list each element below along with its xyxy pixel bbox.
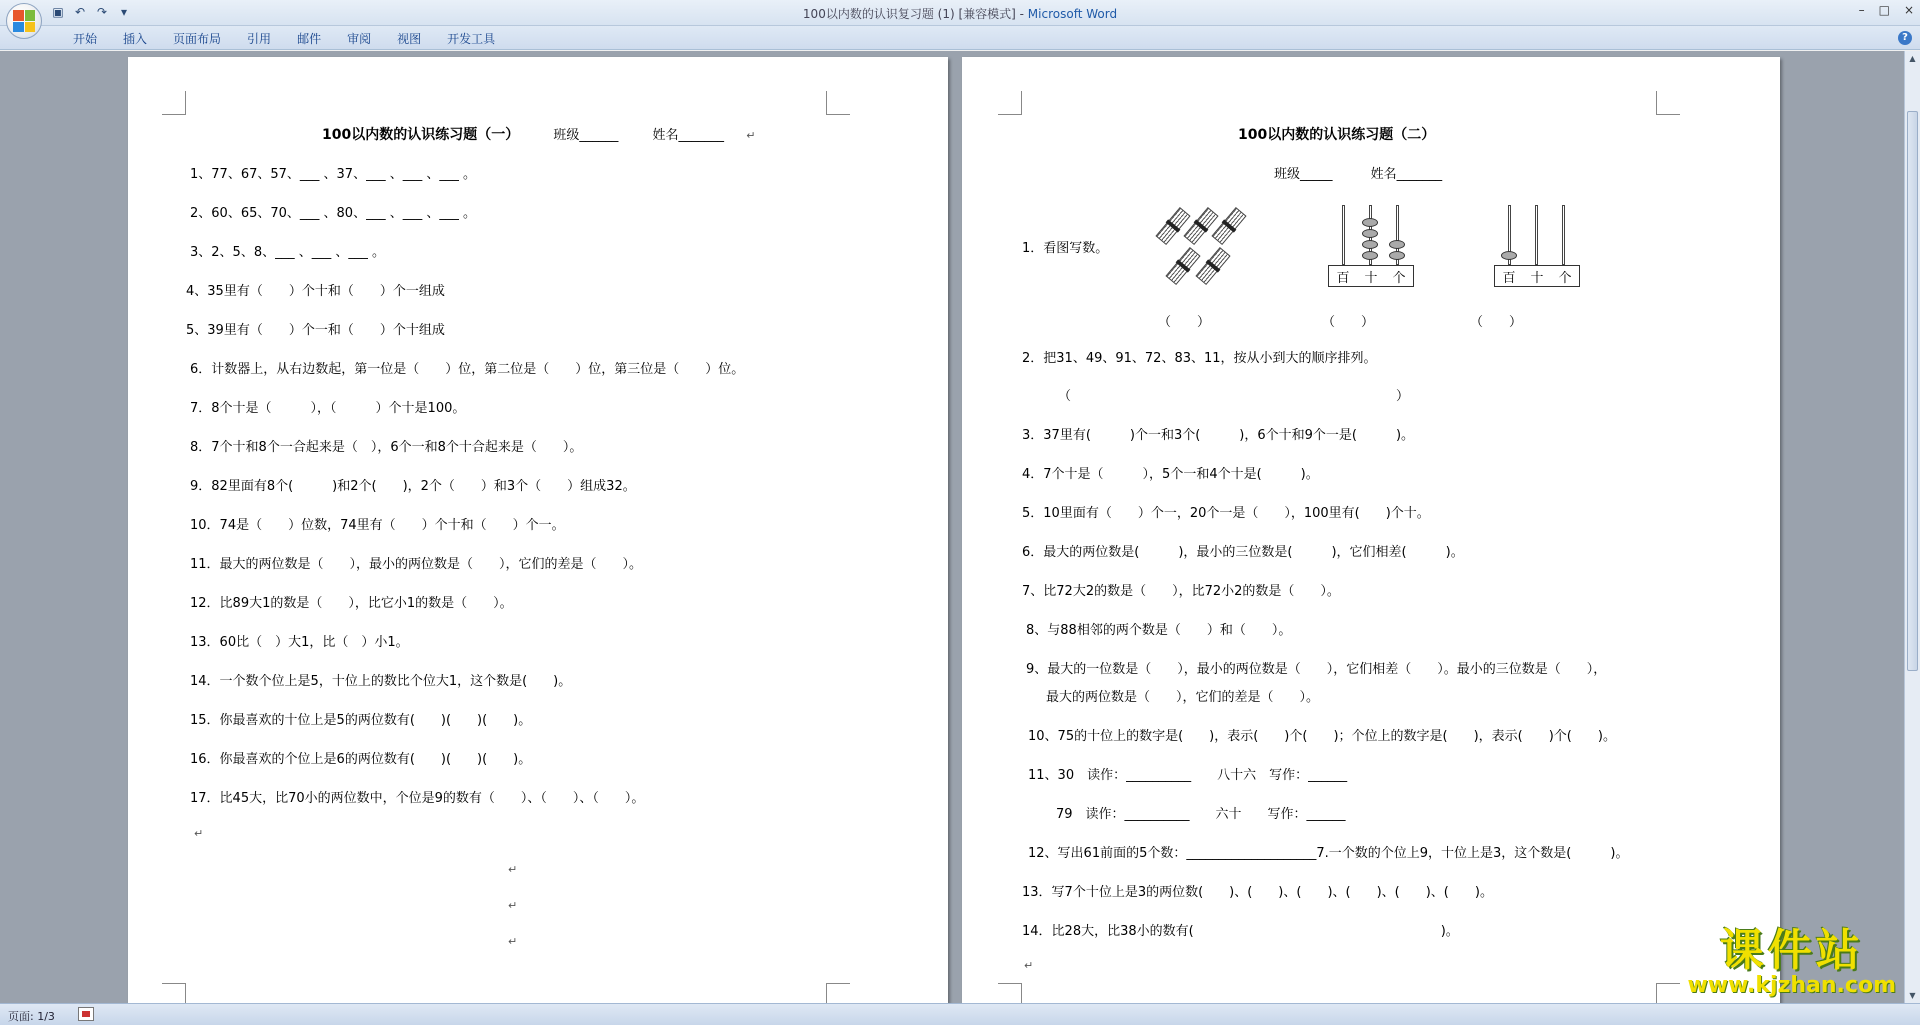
stick-bundle <box>1211 207 1246 245</box>
stick-bundle <box>1183 207 1218 245</box>
question: 13．写7个十位上是3的两位数( )、( )、( )、( )、( )、( )。 <box>1022 885 1493 900</box>
name-field[interactable]: 姓名_______ <box>652 128 725 143</box>
paragraph-mark: ↵ <box>508 899 518 912</box>
abacus-label: 个 <box>1392 270 1406 286</box>
paragraph-mark: ↵ <box>746 129 756 142</box>
title-bar <box>0 0 1920 26</box>
paragraph-mark: ↵ <box>508 935 518 948</box>
proofing-icon[interactable] <box>78 1007 94 1021</box>
page-count[interactable]: 页面: 1/3 <box>8 1010 55 1023</box>
page-2 <box>962 57 1780 1003</box>
close-button[interactable]: × <box>1903 3 1914 17</box>
office-button[interactable] <box>6 3 42 39</box>
abacus-label: 百 <box>1336 270 1350 286</box>
abacus-rod <box>1562 205 1565 265</box>
answer-blank[interactable]: （ ） <box>1158 315 1211 330</box>
window-title: 100以内数的认识复习题 (1) [兼容模式] - Microsoft Word <box>802 7 1118 21</box>
crop-mark <box>998 983 1022 1003</box>
abacus-image <box>1328 201 1414 287</box>
question: 3、2、5、8、___ 、___ 、___ 。 <box>190 245 385 260</box>
abacus-bead <box>1362 229 1378 238</box>
question: 14．一个数个位上是5，十位上的数比个位大1，这个数是( )。 <box>190 674 572 689</box>
answer-blank[interactable]: （ ） <box>1470 315 1523 330</box>
worksheet-header <box>322 124 755 144</box>
abacus-rod <box>1342 205 1345 265</box>
crop-mark <box>1656 91 1680 115</box>
question: 16．你最喜欢的个位上是6的两位数有( )( )( )。 <box>190 752 532 767</box>
watermark-url: www.kjzhan.com <box>1687 973 1896 998</box>
question: 6．计数器上，从右边数起，第一位是（ ）位，第二位是（ ）位，第三位是（ ）位。 <box>190 362 745 377</box>
vertical-scrollbar[interactable] <box>1904 51 1920 1003</box>
abacus-label: 十 <box>1530 270 1544 286</box>
question: 3．37里有( )个一和3个( )，6个十和9个一是( )。 <box>1022 428 1415 443</box>
abacus-label: 个 <box>1558 270 1572 286</box>
abacus-bead <box>1501 251 1517 260</box>
question: 15．你最喜欢的十位上是5的两位数有( )( )( )。 <box>190 713 532 728</box>
question: 2．把31、49、91、72、83、11，按从小到大的顺序排列。 <box>1022 351 1377 366</box>
crop-mark <box>998 91 1022 115</box>
abacus-base <box>1328 265 1414 287</box>
question: 2、60、65、70、___ 、80、___ 、___ 、___ 。 <box>190 206 476 221</box>
question: 7、比72大2的数是（ ），比72小2的数是（ ）。 <box>1022 584 1340 599</box>
question: 9、最大的一位数是（ ），最小的两位数是（ ），它们相差（ ）。最小的三位数是（ ）， <box>1026 662 1607 677</box>
crop-mark <box>826 91 850 115</box>
question: 5、39里有（ ）个一和（ ）个十组成 <box>186 323 445 338</box>
question: 1、77、67、57、___ 、37、___ 、___ 、___ 。 <box>190 167 476 182</box>
crop-mark <box>162 983 186 1003</box>
abacus-bead <box>1362 251 1378 260</box>
qat-menu-icon[interactable]: ▾ <box>120 5 128 19</box>
crop-mark <box>826 983 850 1003</box>
stick-bundle <box>1165 247 1200 285</box>
app-name: Microsoft Word <box>1027 7 1118 21</box>
abacus-base <box>1494 265 1580 287</box>
name-field[interactable]: 姓名_______ <box>1370 167 1443 182</box>
question: 11、30 读作：__________ 八十六 写作：______ <box>1028 768 1348 783</box>
abacus-image <box>1494 201 1580 287</box>
tab-review[interactable]: 审阅 <box>347 32 372 46</box>
tab-mailings[interactable]: 邮件 <box>297 32 322 46</box>
status-bar <box>0 1003 1920 1025</box>
question: 4．7个十是（ ），5个一和4个十是( )。 <box>1022 467 1319 482</box>
stick-bundles-image <box>1156 207 1276 297</box>
tab-developer[interactable]: 开发工具 <box>447 32 496 46</box>
question: 8．7个十和8个一合起来是（ ），6个一和8个十合起来是（ ）。 <box>190 440 583 455</box>
paragraph-mark: ↵ <box>1024 959 1034 972</box>
scroll-up-icon[interactable]: ▲ <box>1909 54 1916 63</box>
abacus-bead <box>1362 240 1378 249</box>
question: 6．最大的两位数是( )，最小的三位数是( )，它们相差( )。 <box>1022 545 1464 560</box>
abacus-rod <box>1535 205 1538 265</box>
save-icon[interactable]: ▣ <box>52 5 64 19</box>
page-1 <box>128 57 948 1003</box>
question: 10、75的十位上的数字是( )，表示( )个( )；个位上的数字是( )，表示( )个( )。 <box>1028 729 1616 744</box>
page-title: 100以内数的认识练习题（二） <box>1238 127 1436 143</box>
question: 12、写出61前面的5个数：____________________7.一个数的个位上9，十位上是3，这个数是( )。 <box>1028 846 1629 861</box>
paragraph-mark: ↵ <box>508 863 518 876</box>
question: 11．最大的两位数是（ ），最小的两位数是（ ），它们的差是（ ）。 <box>190 557 643 572</box>
question: 12．比89大1的数是（ ），比它小1的数是（ ）。 <box>190 596 513 611</box>
office-logo-icon <box>13 10 35 32</box>
tab-home[interactable]: 开始 <box>73 32 98 46</box>
question: 8、与88相邻的两个数是（ ）和（ ）。 <box>1026 623 1292 638</box>
student-fields <box>1274 163 1442 182</box>
stick-bundle <box>1155 207 1190 245</box>
abacus-bead <box>1389 251 1405 260</box>
tab-insert[interactable]: 插入 <box>123 32 148 46</box>
crop-mark <box>1656 983 1680 1003</box>
question: 10．74是（ ）位数，74里有（ ）个十和（ ）个一。 <box>190 518 565 533</box>
tab-references[interactable]: 引用 <box>247 32 272 46</box>
redo-icon[interactable]: ↷ <box>96 5 108 19</box>
watermark-text: 课件站 <box>1719 925 1864 976</box>
ribbon-tabs <box>0 26 1920 50</box>
question-continued: 最大的两位数是（ ），它们的差是（ ）。 <box>1046 690 1320 705</box>
answer-line: （ ） <box>1058 389 1410 404</box>
question: 14．比28大，比38小的数有( )。 <box>1022 924 1459 939</box>
minimize-button[interactable]: – <box>1858 3 1865 17</box>
abacus-bead <box>1389 240 1405 249</box>
scroll-down-icon[interactable]: ▼ <box>1909 991 1916 1000</box>
question: 9．82里面有8个( )和2个( )，2个（ ）和3个（ ）组成32。 <box>190 479 636 494</box>
crop-mark <box>162 91 186 115</box>
question: 4、35里有（ ）个十和（ ）个一组成 <box>186 284 445 299</box>
question: 13．60比（ ）大1，比（ ）小1。 <box>190 635 409 650</box>
help-icon[interactable]: ? <box>1898 31 1912 45</box>
question: 5．10里面有（ ）个一，20个一是（ ），100里有( )个十。 <box>1022 506 1430 521</box>
question: 17．比45大，比70小的两位数中，个位是9的数有（ ）、（ ）、（ ）。 <box>190 791 645 806</box>
page-title: 100以内数的认识练习题（一） <box>322 127 520 143</box>
scroll-thumb[interactable] <box>1907 111 1918 671</box>
watermark-logo <box>1687 925 1896 998</box>
paragraph-mark: ↵ <box>194 827 204 840</box>
tab-view[interactable]: 视图 <box>397 32 422 46</box>
window-controls <box>1859 3 1914 17</box>
class-field[interactable]: 班级______ <box>553 128 619 143</box>
abacus-bead <box>1362 218 1378 227</box>
abacus-label: 十 <box>1364 270 1378 286</box>
answer-blank[interactable]: （ ） <box>1322 315 1375 330</box>
question-continued: 79 读作：__________ 六十 写作：______ <box>1056 807 1346 822</box>
question: 7．8个十是（ ），（ ）个十是100。 <box>190 401 466 416</box>
undo-icon[interactable]: ↶ <box>74 5 86 19</box>
abacus-label: 百 <box>1502 270 1516 286</box>
stick-bundle <box>1195 247 1230 285</box>
tab-page-layout[interactable]: 页面布局 <box>173 32 222 46</box>
document-area <box>0 51 1904 1003</box>
question: 1．看图写数。 <box>1022 241 1109 256</box>
class-field[interactable]: 班级_____ <box>1274 167 1333 182</box>
maximize-button[interactable]: □ <box>1878 3 1890 17</box>
